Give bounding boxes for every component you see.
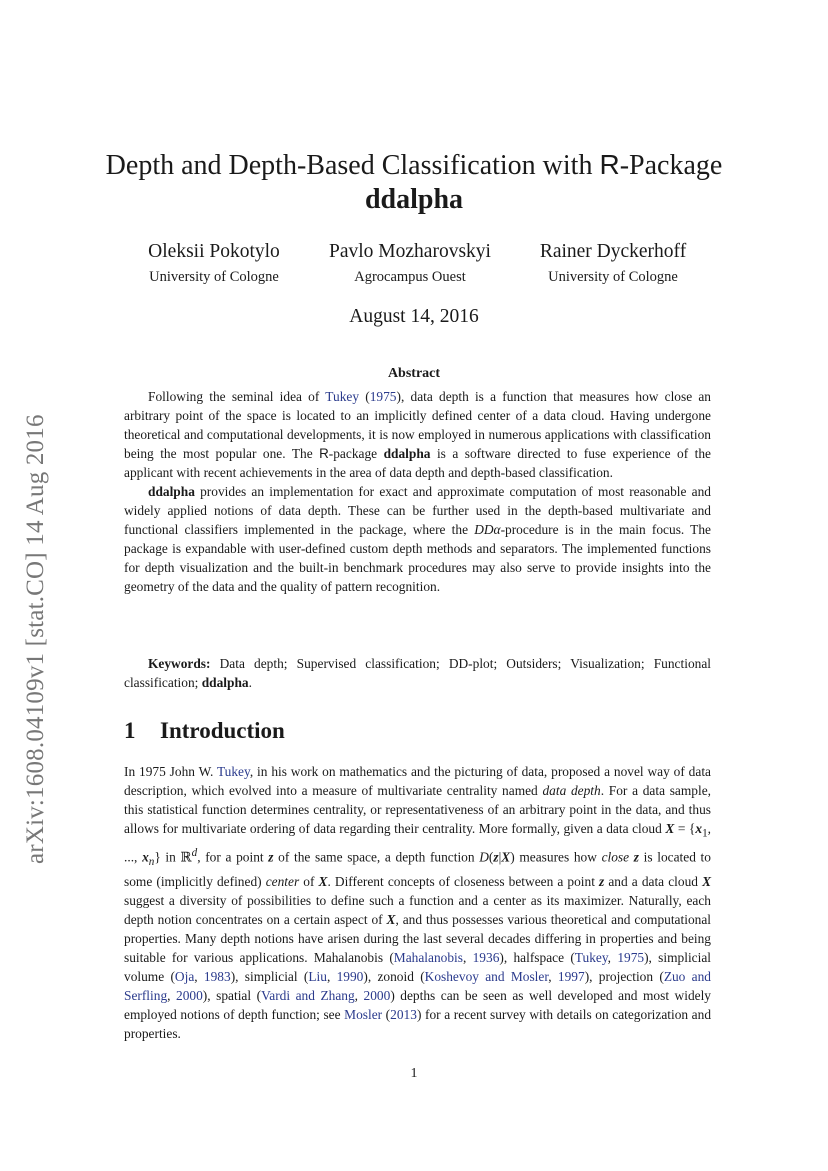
paper-title <box>60 148 768 217</box>
package-name: ddalpha <box>201 675 249 690</box>
citation-link[interactable]: Vardi and Zhang <box>261 987 355 1003</box>
citation-link[interactable]: 1975 <box>369 389 397 404</box>
author-affiliation: Agrocampus Ouest <box>354 269 466 285</box>
keywords-paragraph <box>124 654 711 692</box>
text: -package <box>328 446 384 461</box>
citation-link[interactable]: Mahalanobis <box>393 949 463 965</box>
math-symbol: z <box>599 873 605 889</box>
text: . Different concepts of closeness between a point <box>327 873 600 889</box>
author-3 <box>493 240 733 288</box>
text: . For a data sample, this statistical function determines centrality, or representativeness of an arbitrary point in the data, and thus allows for multivariate ordering of data regarding their centrality. More formally, given a data cloud <box>124 783 711 836</box>
citation-link[interactable]: Tukey <box>325 389 360 404</box>
author-affiliation: University of Cologne <box>548 269 678 285</box>
introduction-body <box>124 762 711 1043</box>
math-symbol: ) <box>510 849 515 865</box>
citation-link[interactable]: 1997 <box>557 968 585 984</box>
text: ), spatial ( <box>202 987 262 1003</box>
author-name: Rainer Dyckerhoff <box>539 241 687 262</box>
arxiv-id: arXiv:1608.04109v1 [stat.CO] 14 Aug 2016 <box>22 414 49 864</box>
keywords-list: Data depth; Supervised classification; DD-plot; Outsiders; Visualization; Functional classification; <box>124 656 711 690</box>
citation-link[interactable]: 2000 <box>176 987 203 1003</box>
math-symbol: z <box>493 849 499 865</box>
math-symbol: X <box>702 873 711 889</box>
author-affiliation: University of Cologne <box>149 269 279 285</box>
text: is located to some (implicitly defined) <box>124 849 711 889</box>
math-symbol: x <box>142 849 149 865</box>
r-logo-text: R <box>319 446 329 461</box>
page-number: 1 <box>410 1066 418 1081</box>
title-text: Depth and Depth-Based Classification with <box>105 150 600 181</box>
text: , <box>607 949 618 965</box>
text: , <box>354 987 364 1003</box>
text: , in his work on mathematics and the picturing of data, proposed a novel way of data description, which evolved into a measure of multivariate centrality named <box>124 764 711 798</box>
text: Following the seminal idea of <box>148 389 326 404</box>
author-name: Pavlo Mozharovskyi <box>329 241 491 262</box>
text: ( <box>359 389 370 404</box>
emphasis: close <box>601 849 630 865</box>
text: ( <box>382 1006 391 1022</box>
text: , <box>194 968 204 984</box>
math-symbol: X <box>665 821 675 836</box>
math-symbol: D <box>479 849 489 865</box>
text: -procedure is in the main focus. The package is expandable with user-defined custom depth methods and separators. The implemented functions for depth visualization and the built-in benchmark procedures may also serve to provide insights into the geometry of the data and the quality of pattern recognition. <box>124 522 712 594</box>
text: ), zonoid ( <box>363 968 425 984</box>
text: suggest a diversity of possibilities to define such a function and a center as its maximizer. Naturally, each depth notion concentrates on a certain aspect of <box>124 892 711 927</box>
arxiv-sidebar <box>22 354 52 864</box>
math-subscript: n <box>148 855 155 868</box>
math-symbol: } in ℝ <box>154 849 192 865</box>
citation-link[interactable]: 1936 <box>472 949 500 965</box>
math-symbol: X <box>318 873 328 889</box>
text: , for a point <box>197 849 269 865</box>
title-line-1 <box>60 148 768 183</box>
citation-link[interactable]: 2000 <box>363 987 391 1003</box>
math-symbol: X <box>501 849 511 865</box>
publication-date: August 14, 2016 <box>349 306 479 327</box>
math-superscript: d <box>191 846 198 859</box>
text: ), simplicial ( <box>230 968 309 984</box>
math-symbol: X <box>386 911 396 927</box>
emphasis: data depth <box>542 783 601 798</box>
text: , <box>462 949 473 965</box>
citation-link[interactable]: Tukey <box>574 949 608 965</box>
text: . <box>248 675 252 690</box>
text: ) for a recent survey with details on categorization and properties. <box>124 1006 712 1041</box>
text: ), simplicial volume ( <box>124 949 711 984</box>
math-symbol: x <box>695 821 703 836</box>
r-logo-text: R <box>599 149 620 180</box>
section-title: Introduction <box>160 718 285 743</box>
text: , <box>326 968 337 984</box>
abstract-heading: Abstract <box>387 366 441 381</box>
section-heading <box>124 718 285 744</box>
citation-link[interactable]: Tukey <box>216 764 250 779</box>
text: and a data cloud <box>604 873 703 889</box>
text: , <box>167 987 177 1003</box>
text: ) depths can be seen as well developed and most widely employed notions of depth function; see <box>124 987 711 1022</box>
keywords-label: Keywords: <box>148 656 211 671</box>
citation-link[interactable]: 2013 <box>390 1006 417 1022</box>
citation-link[interactable]: 1975 <box>617 949 645 965</box>
author-name: Oleksii Pokotylo <box>148 241 280 262</box>
citation-link[interactable]: Liu <box>308 968 327 984</box>
math-symbol: = { <box>674 821 696 836</box>
math-symbol: , ..., <box>124 821 711 865</box>
math-symbol: | <box>498 849 502 865</box>
citation-link[interactable]: Oja <box>174 968 195 984</box>
abstract-paragraph-2 <box>124 482 711 596</box>
abstract-paragraph-1 <box>124 387 711 482</box>
text: of the same space, a depth function <box>273 849 480 865</box>
package-name: ddalpha <box>148 484 195 499</box>
package-name: ddalpha <box>383 446 431 461</box>
citation-link[interactable]: 1990 <box>336 968 364 984</box>
citation-link[interactable]: Mosler <box>344 1006 383 1022</box>
citation-link[interactable]: Koshevoy and Mosler <box>424 968 549 984</box>
text: , <box>548 968 558 984</box>
math-subscript: 1 <box>702 827 708 840</box>
emphasis: center <box>265 873 300 889</box>
math-symbol: z <box>633 849 639 865</box>
text: ), halfspace ( <box>499 949 575 965</box>
math-dd-alpha: DDα <box>474 522 501 537</box>
abstract-body <box>124 387 711 596</box>
title-text-suffix: -Package <box>619 150 723 181</box>
text: measures how <box>514 849 602 865</box>
citation-link[interactable]: 1983 <box>203 968 231 984</box>
text: ), projection ( <box>584 968 664 984</box>
math-symbol: ( <box>488 849 494 865</box>
text: ), data depth is a function that measures how close an arbitrary point of the space is located to an implicitly defined center of a data cloud. Having undergone theoretical and computational developments, it is now employed in numerous applications with classification being the most popular one. The <box>124 389 711 461</box>
text: In 1975 John W. <box>124 764 217 779</box>
citation-link[interactable]: Zuo and Serfling <box>124 968 711 1003</box>
text: , and thus possesses various theoretical and computational properties. Many depth notions have arisen during the last several decades differing in properties and being suitable for various applications. Mahalanobis ( <box>124 911 711 965</box>
title-line-2: ddalpha <box>364 184 464 215</box>
text: of <box>299 873 319 889</box>
text: provides an implementation for exact and approximate computation of most reasonable and widely applied notions of data depth. These can be further used in the depth-based multivariate and functional classifiers implemented in the package, where the <box>124 484 711 537</box>
section-number: 1 <box>124 718 136 743</box>
text: is a software directed to fuse experience of the applicant with recent achievements in the area of data depth and depth-based classification. <box>124 446 711 480</box>
intro-paragraph <box>124 762 711 1043</box>
math-symbol: z <box>268 849 274 865</box>
keywords <box>124 654 711 692</box>
